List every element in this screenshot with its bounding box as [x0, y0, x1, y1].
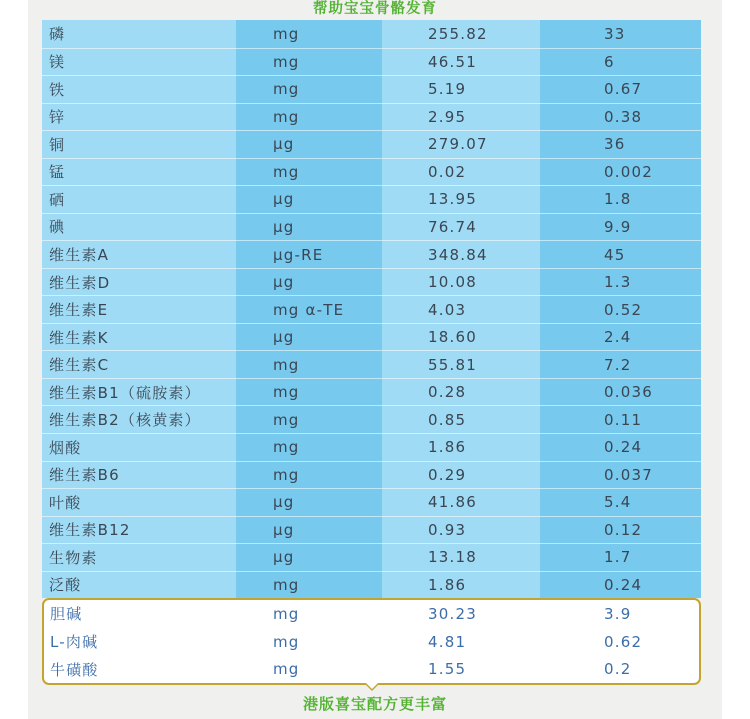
nutrient-name: 锌 [42, 103, 236, 131]
nutrient-name: 胆碱 [50, 605, 83, 624]
per-100g-value: 0.02 [382, 158, 540, 186]
per-100kj-value: 0.036 [540, 378, 701, 406]
per-100kj-value: 1.3 [540, 268, 701, 296]
nutrient-name: 生物素 [42, 543, 236, 571]
per-100g-value: 4.03 [382, 295, 540, 323]
nutrient-name: 维生素E [42, 295, 236, 323]
nutrient-name: 维生素B6 [42, 461, 236, 489]
table-row [42, 378, 701, 406]
nutrient-name: 叶酸 [42, 488, 236, 516]
table-row [42, 48, 701, 76]
per-100g-value: 1.55 [428, 660, 467, 679]
per-100kj-value: 2.4 [540, 323, 701, 351]
per-100g-value: 76.74 [382, 213, 540, 241]
nutrient-name: 维生素B2（核黄素） [42, 405, 236, 433]
per-100kj-value: 0.12 [540, 516, 701, 544]
per-100g-value: 1.86 [382, 571, 540, 599]
unit-cell: μg [236, 130, 382, 158]
unit-cell: μg [236, 268, 382, 296]
nutrient-name: 维生素C [42, 350, 236, 378]
table-row [42, 240, 701, 268]
top-caption: 帮助宝宝骨骼发育 [313, 1, 437, 17]
per-100g-value: 0.29 [382, 461, 540, 489]
unit-cell: mg [273, 604, 300, 623]
nutrient-name: 维生素B1（硫胺素） [42, 378, 236, 406]
nutrient-name: 铁 [42, 75, 236, 103]
highlight-pointer-inner [366, 683, 378, 689]
per-100g-value: 30.23 [428, 604, 477, 623]
unit-cell: μg [236, 213, 382, 241]
table-row [42, 130, 701, 158]
per-100kj-value: 0.2 [604, 660, 632, 679]
unit-cell: μg [236, 516, 382, 544]
per-100kj-value: 0.11 [540, 405, 701, 433]
per-100kj-value: 9.9 [540, 213, 701, 241]
per-100g-value: 13.18 [382, 543, 540, 571]
nutrient-name: 维生素D [42, 268, 236, 296]
nutrient-name: 维生素A [42, 240, 236, 268]
per-100kj-value: 0.002 [540, 158, 701, 186]
table-row [42, 103, 701, 131]
per-100g-value: 5.19 [382, 75, 540, 103]
unit-cell: mg α-TE [236, 295, 382, 323]
per-100kj-value: 6 [540, 48, 701, 76]
per-100g-value: 18.60 [382, 323, 540, 351]
per-100kj-value: 0.52 [540, 295, 701, 323]
per-100g-value: 13.95 [382, 185, 540, 213]
unit-cell: mg [273, 632, 300, 651]
per-100kj-value: 7.2 [540, 350, 701, 378]
highlight-box [42, 598, 701, 685]
per-100kj-value: 1.7 [540, 543, 701, 571]
nutrient-name: 铜 [42, 130, 236, 158]
table-row [44, 655, 699, 683]
unit-cell: mg [236, 571, 382, 599]
per-100g-value: 255.82 [382, 20, 540, 48]
table-row [42, 488, 701, 516]
per-100kj-value: 36 [540, 130, 701, 158]
per-100kj-value: 0.62 [604, 632, 643, 651]
unit-cell: μg [236, 323, 382, 351]
unit-cell: mg [236, 433, 382, 461]
nutrient-name: L-肉碱 [50, 633, 99, 651]
unit-cell: μg [236, 543, 382, 571]
unit-cell: mg [236, 75, 382, 103]
per-100kj-value: 1.8 [540, 185, 701, 213]
unit-cell: mg [236, 461, 382, 489]
nutrient-name: 泛酸 [42, 571, 236, 599]
nutrition-table [42, 20, 701, 598]
table-row [42, 405, 701, 433]
unit-cell: μg [236, 185, 382, 213]
per-100kj-value: 0.38 [540, 103, 701, 131]
per-100kj-value: 5.4 [540, 488, 701, 516]
table-row [44, 628, 699, 656]
per-100g-value: 4.81 [428, 632, 467, 651]
table-row [42, 350, 701, 378]
unit-cell: mg [236, 48, 382, 76]
per-100kj-value: 0.67 [540, 75, 701, 103]
per-100g-value: 46.51 [382, 48, 540, 76]
per-100kj-value: 33 [540, 20, 701, 48]
table-row [42, 158, 701, 186]
table-row [42, 461, 701, 489]
table-row [42, 268, 701, 296]
unit-cell: mg [236, 378, 382, 406]
per-100kj-value: 45 [540, 240, 701, 268]
per-100kj-value: 0.037 [540, 461, 701, 489]
bottom-caption: 港版喜宝配方更丰富 [302, 695, 447, 713]
per-100kj-value: 0.24 [540, 571, 701, 599]
nutrient-name: 硒 [42, 185, 236, 213]
table-row [42, 213, 701, 241]
per-100g-value: 2.95 [382, 103, 540, 131]
unit-cell: mg [236, 405, 382, 433]
table-row [42, 323, 701, 351]
nutrient-name: 维生素K [42, 323, 236, 351]
table-row [42, 75, 701, 103]
table-row [42, 543, 701, 571]
table-row [42, 571, 701, 599]
per-100g-value: 0.28 [382, 378, 540, 406]
per-100g-value: 0.93 [382, 516, 540, 544]
table-row [42, 185, 701, 213]
table-row [42, 20, 701, 48]
table-row [42, 516, 701, 544]
nutrient-name: 磷 [42, 20, 236, 48]
table-row [42, 433, 701, 461]
unit-cell: mg [236, 103, 382, 131]
unit-cell: mg [236, 20, 382, 48]
table-row [42, 295, 701, 323]
unit-cell: mg [236, 350, 382, 378]
per-100g-value: 279.07 [382, 130, 540, 158]
per-100g-value: 55.81 [382, 350, 540, 378]
per-100g-value: 10.08 [382, 268, 540, 296]
unit-cell: μg [236, 488, 382, 516]
unit-cell: mg [273, 660, 300, 679]
per-100kj-value: 3.9 [604, 604, 632, 623]
nutrient-name: 牛磺酸 [50, 660, 99, 679]
nutrient-name: 镁 [42, 48, 236, 76]
unit-cell: mg [236, 158, 382, 186]
per-100kj-value: 0.24 [540, 433, 701, 461]
table-row [44, 600, 699, 628]
per-100g-value: 41.86 [382, 488, 540, 516]
per-100g-value: 0.85 [382, 405, 540, 433]
unit-cell: μg-RE [236, 240, 382, 268]
per-100g-value: 348.84 [382, 240, 540, 268]
nutrient-name: 碘 [42, 213, 236, 241]
nutrient-name: 烟酸 [42, 433, 236, 461]
nutrient-name: 维生素B12 [42, 516, 236, 544]
per-100g-value: 1.86 [382, 433, 540, 461]
nutrient-name: 锰 [42, 158, 236, 186]
